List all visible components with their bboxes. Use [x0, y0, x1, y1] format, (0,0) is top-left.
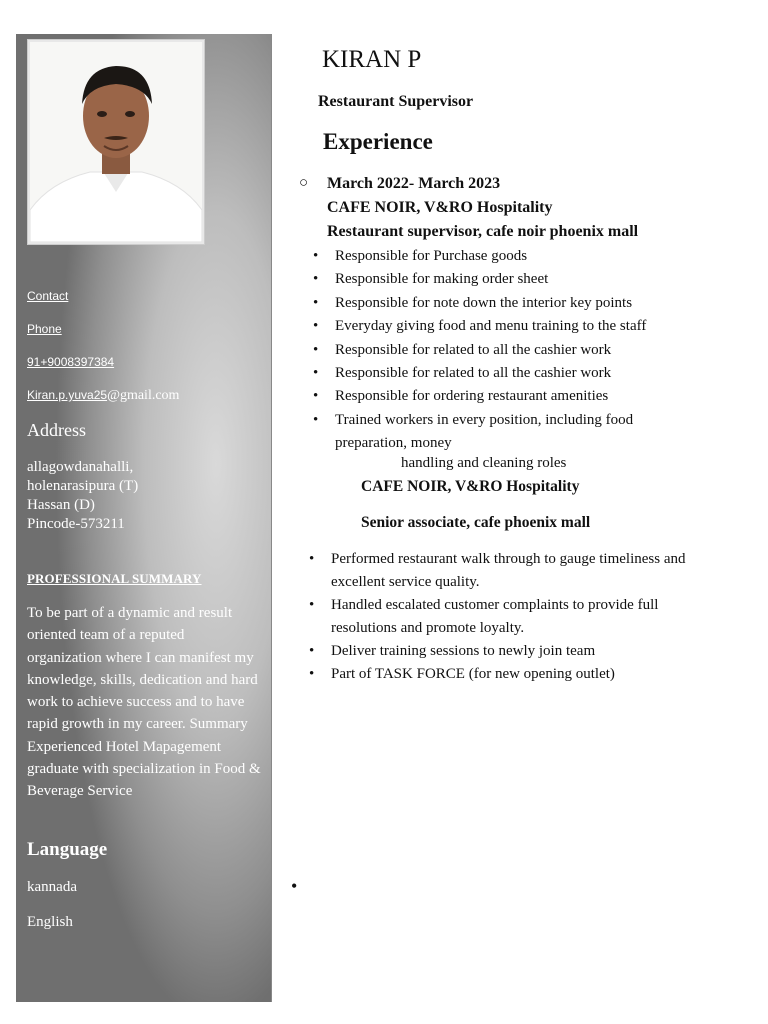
language-item: kannada — [27, 879, 77, 895]
email-user: Kiran.p.yuva25 — [27, 388, 108, 402]
profile-photo — [28, 40, 204, 244]
phone-label: Phone — [27, 322, 62, 336]
list-item: • Part of TASK FORCE (for new opening outlet) — [309, 663, 709, 686]
list-item: • Responsible for making order sheet — [313, 268, 733, 291]
job1-period: March 2022- March 2023 — [327, 175, 501, 192]
language-item: English — [27, 914, 73, 930]
address-line: Pincode-573211 — [27, 516, 125, 532]
profile-photo-image — [30, 42, 202, 242]
language-heading: Language — [27, 839, 108, 860]
address-heading: Address — [27, 420, 86, 440]
empty-bullet: • — [291, 876, 298, 896]
email-domain: @gmail.com — [107, 388, 180, 403]
job2-company: CAFE NOIR, V&RO Hospitality — [361, 478, 580, 495]
list-item: • Deliver training sessions to newly join team — [309, 640, 709, 663]
list-item: • Responsible for related to all the cashier work — [313, 339, 733, 362]
list-item: • Performed restaurant walk through to gauge timeliness and excellent service quality. — [309, 548, 709, 594]
phone-number-link[interactable]: 91+9008397384 — [27, 355, 115, 369]
list-item: • Responsible for related to all the cashier work — [313, 362, 733, 385]
address-block — [27, 458, 138, 534]
candidate-role: Restaurant Supervisor — [318, 93, 474, 110]
job1-position: Restaurant supervisor, cafe noir phoenix mall — [327, 223, 639, 240]
experience-heading: Experience — [323, 129, 433, 154]
professional-summary-text: To be part of a dynamic and result oriented team of a reputed organization where I can manifest my knowledge, skills, dedication and hard work to achieve success and to have rapid growth in my career. Summary Experienced Hotel Mapagement graduate with specialization in Food & Beverage Service — [27, 605, 261, 800]
list-item: • Responsible for note down the interior key points — [313, 292, 733, 315]
email-link[interactable] — [27, 388, 179, 404]
address-line: Hassan (D) — [27, 497, 95, 513]
job1-company: CAFE NOIR, V&RO Hospitality — [327, 199, 553, 216]
candidate-name: KIRAN P — [322, 46, 422, 73]
address-line: holenarasipura (T) — [27, 478, 139, 494]
list-item: • Handled escalated customer complaints to provide full resolutions and promote loyalty. — [309, 594, 709, 640]
sidebar — [16, 34, 272, 1002]
job1-responsibilities — [313, 245, 733, 456]
contact-label: Contact — [27, 289, 69, 303]
address-line: allagowdanahalli, — [27, 459, 134, 475]
professional-summary-heading: PROFESSIONAL SUMMARY — [27, 571, 202, 586]
list-item: • Responsible for Purchase goods — [313, 245, 733, 268]
list-item: • Responsible for ordering restaurant amenities — [313, 385, 733, 408]
job2-responsibilities — [309, 548, 709, 686]
job2-position: Senior associate, cafe phoenix mall — [361, 514, 591, 531]
list-item: • Everyday giving food and menu training to the staff — [313, 315, 733, 338]
job1-continuation: handling and cleaning roles — [401, 455, 567, 471]
list-item: • Trained workers in every position, including food preparation, money — [313, 409, 665, 456]
circle-bullet-icon: ○ — [299, 175, 309, 191]
